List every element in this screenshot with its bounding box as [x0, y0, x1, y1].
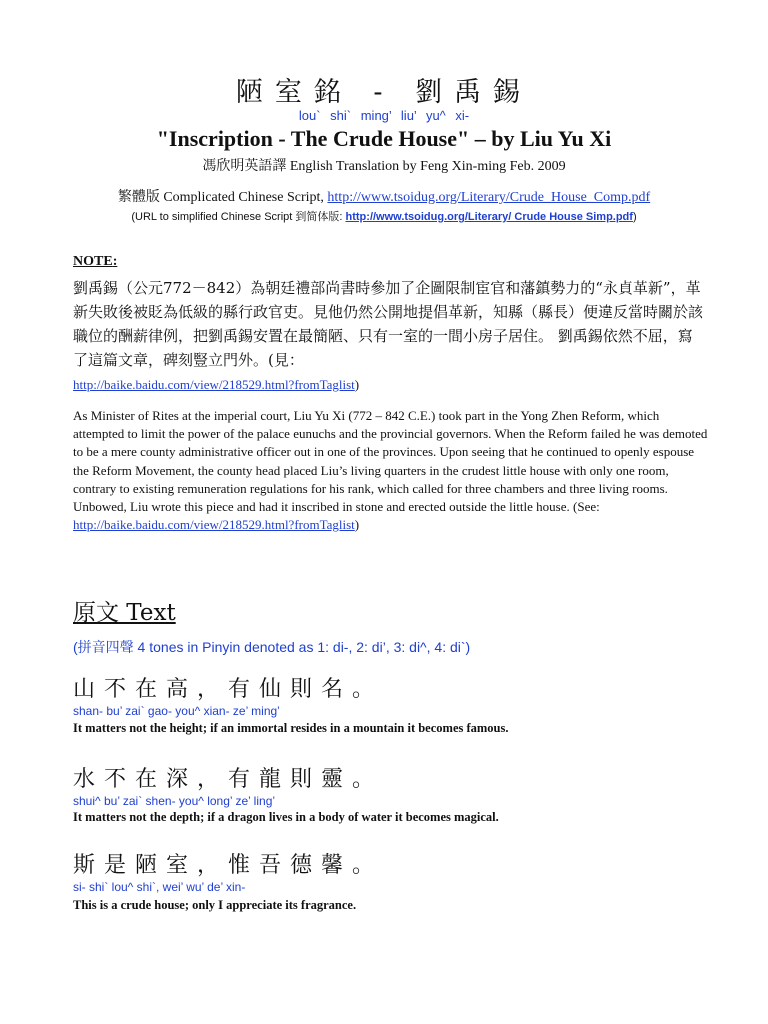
- original-text-heading: 原文 Text: [73, 600, 176, 626]
- baike-link-cn[interactable]: http://baike.baidu.com/view/218529.html?fromTaglist: [73, 377, 355, 392]
- baike-link-en[interactable]: http://baike.baidu.com/view/218529.html?fromTaglist: [73, 517, 355, 533]
- verse-2-translation: It matters not the depth; if a dragon lives in a body of water it becomes magical.: [73, 810, 499, 824]
- title-chinese: 陋室銘 - 劉禹錫: [235, 77, 533, 108]
- simplified-script-close: ): [632, 211, 637, 223]
- complicated-script-label: 繁體版 Complicated Chinese Script,: [117, 190, 328, 205]
- note-english-paragraph: As Minister of Rites at the imperial court, Liu Yu Xi (772 – 842 C.E.) took part in the Yong Zhen Reform, which attempted to limit the power of the palace eunuchs and the provincial governors. When the Reform failed he was demoted to be a mere county administrative officer out in one of the provinces. Upon seeing that he continued to openly espouse the Reform Movement, the county head placed Liu’s living quarters in the crudest little house with only one room, contrary to existing remuneration regulations for his rank, which called for three chambers and three living rooms. Unbowed, Liu wrote this piece and had it inscribed in stone and erected outside the little house. (See: http://baike.baidu.com/view/218529.html?fromTaglist): [73, 408, 708, 533]
- verse-1-chinese: 山不在高，有仙則名。: [73, 677, 384, 702]
- note-label: NOTE:: [73, 254, 118, 269]
- complicated-script-link[interactable]: http://www.tsoidug.org/Literary/Crude_House_Comp.pdf: [327, 190, 651, 205]
- title-english: "Inscription - The Crude House" – by Liu Yu Xi: [156, 126, 612, 151]
- title-pinyin: lou` shi` ming’ liu’ yu^ xi-: [298, 108, 470, 123]
- verse-1-pinyin: shan- bu’ zai` gao- you^ xian- ze’ ming’: [73, 704, 280, 718]
- verse-3-translation: This is a crude house; only I appreciate its fragrance.: [73, 898, 357, 912]
- simplified-script-link[interactable]: http://www.tsoidug.org/Literary/ Crude House Simp.pdf: [345, 211, 633, 223]
- complicated-script-line: [0, 186, 768, 206]
- simplified-script-label: (URL to simplified Chinese Script 到简体版:: [131, 211, 346, 223]
- simplified-script-line: [0, 208, 768, 224]
- verse-3-chinese: 斯是陋室，惟吾德馨。: [73, 853, 384, 878]
- note-english-text: As Minister of Rites at the imperial court, Liu Yu Xi (772 – 842 C.E.) took part in the Yong Zhen Reform, which attempted to limit the power of the palace eunuchs and the provincial governors. When the Reform failed he was demoted to be a mere county administrative officer out in one of the provinces. Upon seeing that he continued to openly espouse the Reform Movement, the county head placed Liu’s living quarters in the crudest little house with only one room, contrary to existing remuneration regulations for his rank, which called for three chambers and three living rooms. Unbowed, Liu wrote this piece and had it inscribed in stone and erected outside the little house. (See:: [73, 408, 708, 515]
- verse-3-pinyin: si- shi` lou^ shi`, wei’ wu’ de’ xin-: [73, 880, 246, 894]
- note-chinese-text: 劉禹錫（公元772－842）為朝廷禮部尚書時參加了企圖限制宦官和藩鎮勢力的“永貞革新”，革新失敗後被貶為低級的縣行政官吏。見他仍然公開地提倡革新，知縣（縣長）便違反當時關於該職位的酬薪律例，把劉禹錫安置在最簡陋、只有一室的一間小房子居住。 劉禹錫依然不屈，寫了這篇文章，碑刻豎立門外。(見：: [73, 279, 704, 369]
- verse-1-translation: It matters not the height; if an immortal resides in a mountain it becomes famous.: [73, 721, 509, 735]
- note-chinese-paragraph: 劉禹錫（公元772－842）為朝廷禮部尚書時參加了企圖限制宦官和藩鎮勢力的“永貞革新”，革新失敗後被貶為低級的縣行政官吏。見他仍然公開地提倡革新，知縣（縣長）便違反當時關於該職位的酬薪律例，把劉禹錫安置在最簡陋、只有一室的一間小房子居住。 劉禹錫依然不屈，寫了這篇文章，碑刻豎立門外。(見： http://baike.baidu.com/view/218529.html?fromTaglist): [73, 279, 704, 392]
- verse-2-pinyin: shui^ bu’ zai` shen- you^ long’ ze’ ling’: [73, 794, 276, 808]
- tones-note: (拼音四聲 4 tones in Pinyin denoted as 1: di-, 2: di’, 3: di^, 4: di`): [73, 639, 471, 655]
- translator-credit: 馮欣明英語譯 English Translation by Feng Xin-ming Feb. 2009: [202, 159, 566, 174]
- verse-2-chinese: 水不在深，有龍則靈。: [73, 767, 384, 792]
